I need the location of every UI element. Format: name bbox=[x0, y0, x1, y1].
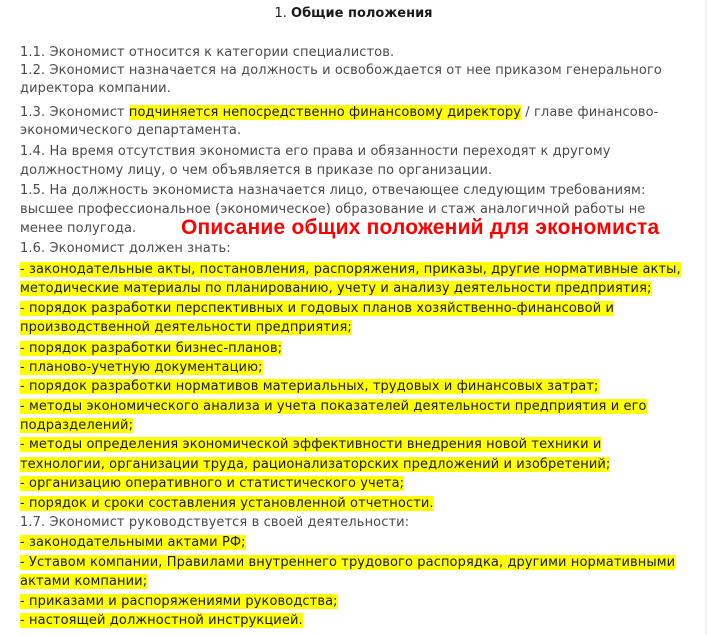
highlighted-text: методические материалы по планированию, учету и анализу деятельности предприятия; bbox=[20, 281, 652, 296]
highlighted-text: - организацию оперативного и статистического учета; bbox=[20, 476, 405, 491]
text-fragment: 1.3. Экономист bbox=[20, 105, 129, 120]
text-line: менее полугода. bbox=[20, 221, 137, 236]
section-title: Общие положения bbox=[291, 6, 433, 21]
text-line: экономического департамента. bbox=[20, 123, 242, 138]
highlighted-text: - методы экономического анализа и учета показателей деятельности предприятия и его bbox=[20, 399, 647, 414]
list-item bbox=[20, 359, 263, 377]
highlighted-text: производственной деятельности предприятия; bbox=[20, 320, 352, 335]
text-line: директора компании. bbox=[20, 81, 171, 96]
text-line bbox=[20, 104, 658, 122]
list-item bbox=[20, 398, 647, 416]
highlighted-text: подразделений; bbox=[20, 418, 134, 433]
list-item bbox=[20, 417, 133, 435]
highlighted-text: - порядок разработки бизнес-планов; bbox=[20, 341, 283, 356]
text-line: высшее профессиональное (экономическое) образование и стаж аналогичной работы не bbox=[20, 202, 646, 217]
list-item bbox=[20, 495, 434, 513]
section-heading bbox=[0, 6, 707, 21]
highlighted-text: - законодательными актами РФ; bbox=[20, 535, 246, 550]
list-item bbox=[20, 340, 282, 358]
list-item bbox=[20, 612, 303, 630]
highlighted-text: - методы определения экономической эффективности внедрения новой техники и bbox=[20, 437, 602, 452]
text-line: 1.4. На время отсутствия экономиста его права и обязанности переходят к другому bbox=[20, 144, 611, 159]
highlighted-text: - законодательные акты, постановления, распоряжения, приказы, другие нормативные акты, bbox=[20, 262, 681, 277]
text-line: 1.1. Экономист относится к категории специалистов. bbox=[20, 45, 395, 60]
list-item bbox=[20, 573, 147, 591]
section-number: 1. bbox=[274, 6, 287, 21]
highlighted-text: - Уставом компании, Правилами внутреннего трудового распорядка, другими нормативными bbox=[20, 555, 676, 570]
highlighted-text: подчиняется непосредственно финансовому директору bbox=[128, 105, 522, 120]
list-item bbox=[20, 554, 675, 572]
overlay-caption: Описание общих положений для экономиста bbox=[181, 216, 660, 239]
highlighted-text: - планово-учетную документацию; bbox=[20, 360, 263, 375]
list-item bbox=[20, 280, 652, 298]
highlighted-text: - настоящей должностной инструкцией. bbox=[20, 613, 303, 628]
list-item bbox=[20, 475, 404, 493]
highlighted-text: - порядок разработки нормативов материальных, трудовых и финансовых затрат; bbox=[20, 379, 599, 394]
list-item bbox=[20, 534, 246, 552]
highlighted-text: актами компании; bbox=[20, 574, 148, 589]
text-line: 1.7. Экономист руководствуется в своей деятельности: bbox=[20, 515, 410, 530]
text-fragment: / главе финансово- bbox=[521, 105, 659, 120]
list-item bbox=[20, 378, 599, 396]
list-item bbox=[20, 261, 681, 279]
highlighted-text: технологии, организации труда, рационализаторских предложений и изобретений; bbox=[20, 457, 611, 472]
text-line: 1.2. Экономист назначается на должность и освобождается от нее приказом генерального bbox=[20, 63, 662, 78]
list-item bbox=[20, 300, 614, 318]
highlighted-text: - приказами и распоряжениями руководства; bbox=[20, 594, 338, 609]
list-item bbox=[20, 319, 352, 337]
text-line: должностному лицу, о чем объявляется в приказе по организации. bbox=[20, 163, 493, 178]
highlighted-text: - порядок и сроки составления установленной отчетности. bbox=[20, 496, 434, 511]
list-item bbox=[20, 456, 610, 474]
list-item bbox=[20, 593, 338, 611]
text-line: 1.6. Экономист должен знать: bbox=[20, 241, 231, 256]
highlighted-text: - порядок разработки перспективных и годовых планов хозяйственно-финансовой и bbox=[20, 301, 615, 316]
text-line: 1.5. На должность экономиста назначается лицо, отвечающее следующим требованиям: bbox=[20, 183, 646, 198]
list-item bbox=[20, 436, 601, 454]
